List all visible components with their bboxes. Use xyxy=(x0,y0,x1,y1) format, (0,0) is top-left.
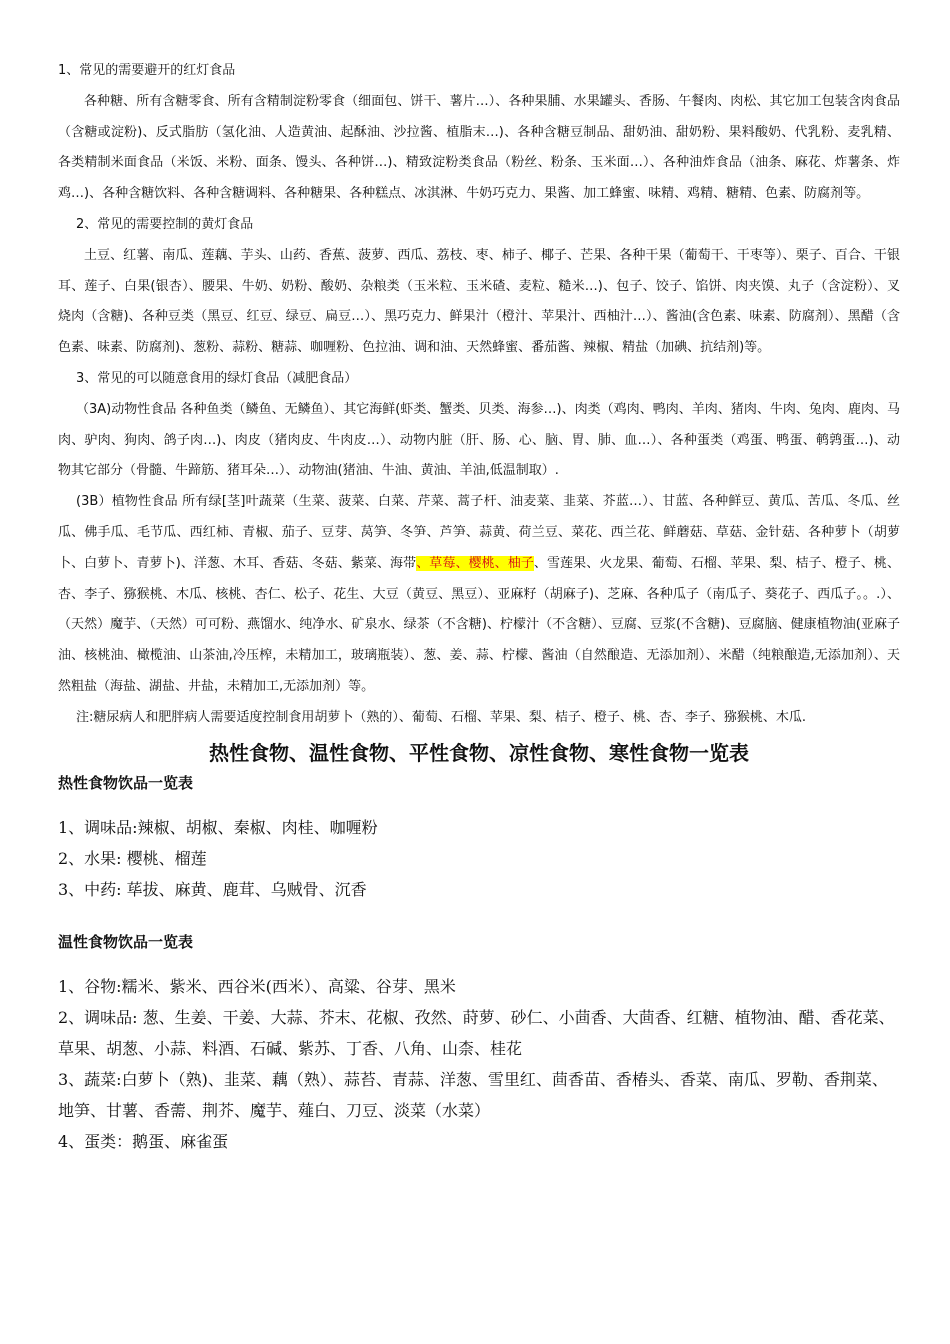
hot-item-2: 2、水果: 樱桃、榴莲 xyxy=(58,848,207,868)
warm-item-3: 3、蔬菜:白萝卜（熟)、韭菜、藕（熟）、蒜苔、青蒜、洋葱、雪里红、茴香苗、香椿头、香菜、南瓜、罗勒、香荆菜、地笋、甘薯、香薷、荆芥、魔芋、薤白、刀豆、淡菜（水菜） xyxy=(58,1069,888,1120)
green-light-heading: 3、常见的可以随意食用的绿灯食品（减肥食品） xyxy=(76,370,358,386)
warm-item-4: 4、蛋类：鹅蛋、麻雀蛋 xyxy=(58,1131,229,1151)
warm-item-1: 1、谷物:糯米、紫米、西谷米(西米）、高粱、谷芽、黑米 xyxy=(58,976,456,996)
red-light-body: 各种糖、所有含糖零食、所有含精制淀粉零食（细面包、饼干、薯片…）、各种果脯、水果罐头、香肠、午餐肉、肉松、其它加工包装含肉食品（含糖或淀粉)、反式脂肪（氢化油、人造黄油、起酥油、沙拉酱、植脂末…)、各种含糖豆制品、甜奶油、甜奶粉、果料酸奶、代乳粉、麦乳精、各类精制米面食品（米饭、米粉、面条、馒头、各种饼…)、精致淀粉类食品（粉丝、粉条、玉米面…）、各种油炸食品（油条、麻花、炸薯条、炸鸡…)、各种含糖饮料、各种含糖调料、各种糖果、各种糕点、冰淇淋、牛奶巧克力、果酱、加工蜂蜜、味精、鸡精、糖精、色素、防腐剂等。 xyxy=(58,93,900,202)
diabetes-note: 注:糖尿病人和肥胖病人需要适度控制食用胡萝卜（熟的）、葡萄、石榴、苹果、梨、桔子、橙子、桃、杏、李子、猕猴桃、木瓜. xyxy=(76,709,807,725)
yellow-light-heading: 2、常见的需要控制的黄灯食品 xyxy=(76,216,254,232)
plant-text-after: 、雪莲果、火龙果、葡萄、石榴、苹果、梨、桔子、橙子、桃、杏、李子、猕猴桃、木瓜、核桃、杏仁、松子、花生、大豆（黄豆、黑豆）、亚麻籽（胡麻子)、芝麻、各种瓜子（南瓜子、葵花子、西瓜子。。.）、（天然）魔芋、（天然）可可粉、燕馏水、纯净水、矿泉水、绿茶（不含糖)、柠檬汁（不含糖）、豆腐、豆浆(不含糖)、豆腐脑、健康植物油(亚麻子油、核桃油、橄榄油、山茶油,冷压榨，未精加工，玻璃瓶装）、葱、姜、蒜、柠檬、酱油（自然酿造、无添加剂）、米醋（纯粮酿造,无添加剂）、天然粗盐（海盐、湖盐、井盐，未精加工,无添加剂）等。 xyxy=(58,555,900,694)
plant-text-before: (3B）植物性食品 所有绿[茎]叶蔬菜（生菜、菠菜、白菜、芹菜、蒿子杆、油麦菜、韭菜、芥蓝…）、甘蓝、各种鲜豆、黄瓜、苦瓜、冬瓜、丝瓜、佛手瓜、毛节瓜、西红柿、青椒、茄子、豆芽、莴笋、冬笋、芦笋、蒜黄、荷兰豆、菜花、西兰花、鲜蘑菇、草菇、金针菇、各种萝卜（胡萝卜、白萝卜、青萝卜)、洋葱、木耳、香菇、冬菇、紫菜、海带 xyxy=(58,494,900,571)
warm-item-2: 2、调味品: 葱、生姜、干姜、大蒜、芥末、花椒、孜然、莳萝、砂仁、小茴香、大茴香、红糖、植物油、醋、香花菜、草果、胡葱、小蒜、料酒、石碱、紫苏、丁香、八角、山柰、桂花 xyxy=(58,1007,895,1058)
hot-foods-heading: 热性食物饮品一览表 xyxy=(58,773,194,792)
main-title: 热性食物、温性食物、平性食物、凉性食物、寒性食物一览表 xyxy=(209,740,749,765)
document-page xyxy=(58,56,900,1157)
green-light-animal-body: （3A)动物性食品 各种鱼类（鳞鱼、无鳞鱼）、其它海鲜(虾类、蟹类、贝类、海参…)、肉类（鸡肉、鸭肉、羊肉、猪肉、牛肉、兔肉、鹿肉、马肉、驴肉、狗肉、鸽子肉…)、肉皮（猪肉皮、牛肉皮…）、动物内脏（肝、肠、心、脑、胃、肺、血…）、各种蛋类（鸡蛋、鸭蛋、鹌鹑蛋…)、动物其它部分（骨髓、牛蹄筋、猪耳朵…）、动物油(猪油、牛油、黄油、羊油,低温制取）. xyxy=(58,401,900,479)
red-light-heading: 1、常见的需要避开的红灯食品 xyxy=(58,63,236,78)
yellow-light-body: 土豆、红薯、南瓜、莲藕、芋头、山药、香蕉、菠萝、西瓜、荔枝、枣、柿子、椰子、芒果、各种干果（葡萄干、干枣等）、栗子、百合、干银耳、莲子、白果(银杏）、腰果、牛奶、奶粉、酸奶、杂粮类（玉米粒、玉米碴、麦粒、糙米…)、包子、饺子、馅饼、肉夹馍、丸子（含淀粉）、叉烧肉（含糖)、各种豆类（黑豆、红豆、绿豆、扁豆…）、黑巧克力、鲜果汁（橙汁、苹果汁、西柚汁…）、酱油(含色素、味素、防腐剂）、黑醋（含色素、味素、防腐剂)、葱粉、蒜粉、糖蒜、咖喱粉、色拉油、调和油、天然蜂蜜、番茄酱、辣椒、精盐（加碘、抗结剂)等。 xyxy=(58,247,900,356)
hot-item-1: 1、调味品:辣椒、胡椒、秦椒、肉桂、咖喱粉 xyxy=(58,817,378,837)
highlighted-fruits: 、草莓、樱桃、柚子 xyxy=(416,555,534,571)
hot-item-3: 3、中药: 荜拔、麻黄、鹿茸、乌贼骨、沉香 xyxy=(58,879,367,899)
warm-foods-heading: 温性食物饮品一览表 xyxy=(58,932,194,951)
green-light-plant-body xyxy=(58,487,900,703)
